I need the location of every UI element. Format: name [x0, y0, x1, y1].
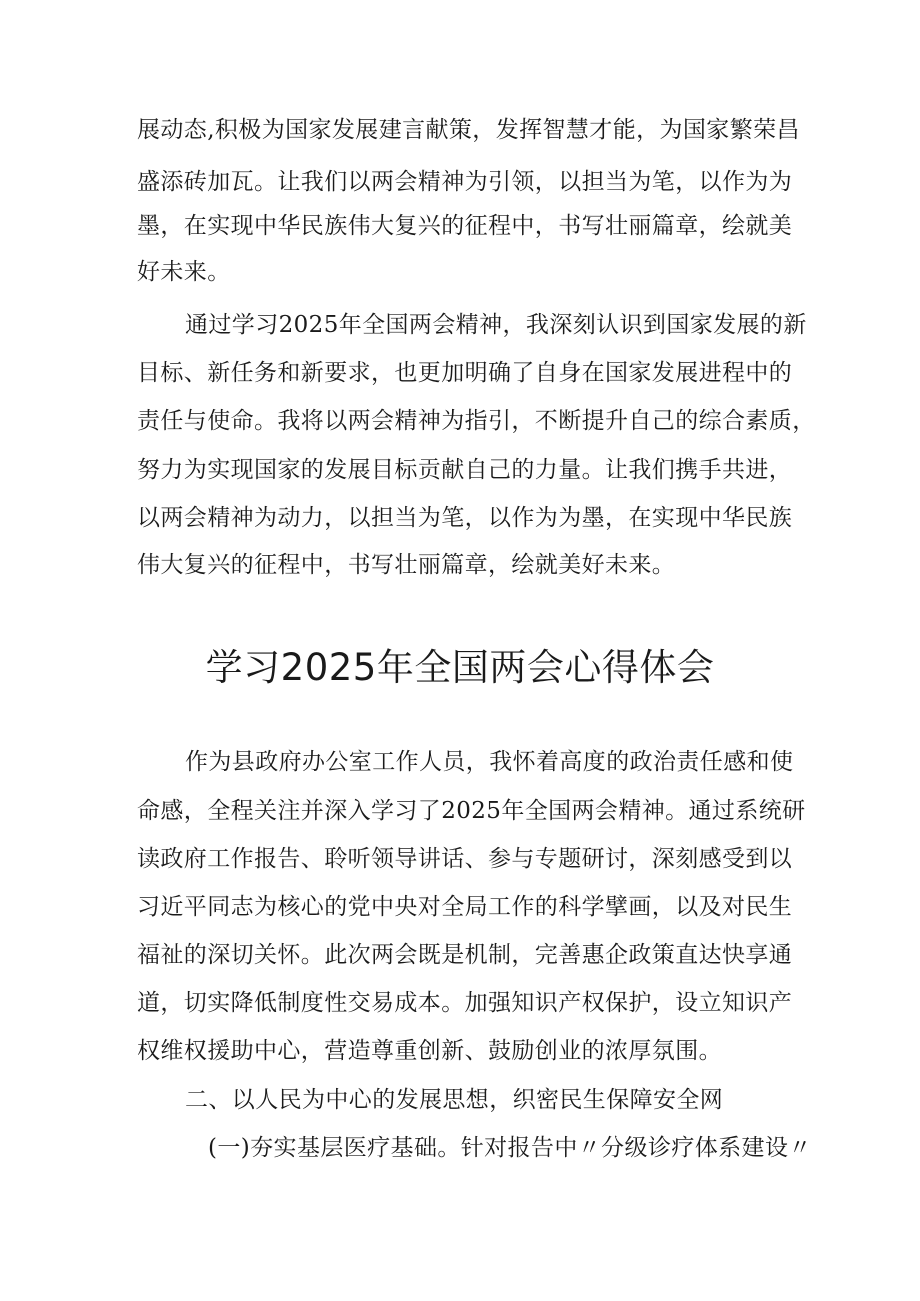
paragraph-line: 目标、新任务和新要求，也更加明确了自身在国家发展进程中的	[137, 360, 793, 386]
paragraph-line: 以两会精神为动力，以担当为笔，以作为为墨，在实现中华民族	[137, 505, 793, 531]
paragraph-line: 福祉的深切关怀。此次两会既是机制，完善惠企政策直达快享通	[137, 942, 793, 968]
page-title: 学习2025年全国两会心得体会	[205, 646, 715, 689]
paragraph-line: 努力为实现国家的发展目标贡献自己的力量。让我们携手共进，	[137, 457, 793, 483]
paragraph-line: 展动态,积极为国家发展建言献策，发挥智慧才能，为国家繁荣昌	[137, 117, 800, 143]
section-heading: 二、以人民为中心的发展思想，织密民生保障安全网	[185, 1087, 724, 1113]
paragraph-line: 伟大复兴的征程中，书写壮丽篇章，绘就美好未来。	[137, 552, 676, 578]
paragraph-line: 权维权援助中心，营造尊重创新、鼓励创业的浓厚氛围。	[137, 1038, 722, 1064]
paragraph-line: 读政府工作报告、聆听领导讲话、参与专题研讨，深刻感受到以	[137, 846, 793, 872]
paragraph-line: 命感，全程关注并深入学习了2025年全国两会精神。通过系统研	[137, 798, 806, 824]
paragraph-line: 盛添砖加瓦。让我们以两会精神为引领，以担当为笔，以作为为	[137, 169, 793, 195]
subsection-heading: (一)夯实基层医疗基础。针对报告中〃分级诊疗体系建设〃	[208, 1135, 812, 1161]
paragraph-line: 通过学习2025年全国两会精神，我深刻认识到国家发展的新	[185, 312, 807, 338]
paragraph-line: 作为县政府办公室工作人员，我怀着高度的政治责任感和使	[185, 749, 794, 775]
paragraph-line: 好未来。	[137, 259, 231, 285]
paragraph-line: 习近平同志为核心的党中央对全局工作的科学擘画，以及对民生	[137, 894, 793, 920]
paragraph-line: 墨，在实现中华民族伟大复兴的征程中，书写壮丽篇章，绘就美	[137, 213, 793, 239]
paragraph-line: 道，切实降低制度性交易成本。加强知识产权保护，设立知识产	[137, 990, 793, 1016]
paragraph-line: 责任与使命。我将以两会精神为指引，不断提升自己的综合素质，	[137, 408, 816, 434]
